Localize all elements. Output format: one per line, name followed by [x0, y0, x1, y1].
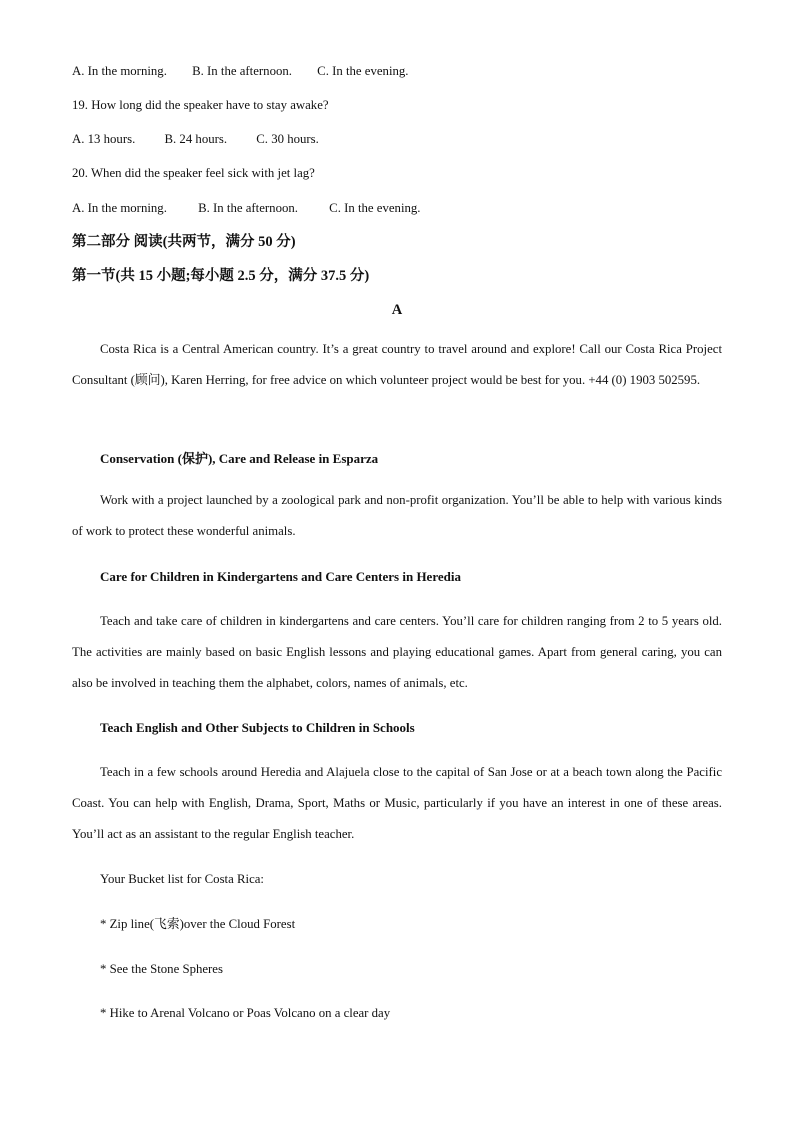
bucket-item-1: * Zip line(飞索)over the Cloud Forest [100, 917, 296, 931]
q18-option-a: A. In the morning. [72, 64, 167, 78]
q20-options [72, 200, 421, 216]
q19-question: 19. How long did the speaker have to stay awake? [72, 98, 329, 112]
project-3-title: Teach English and Other Subjects to Children in Schools [100, 720, 415, 735]
passage-intro: Costa Rica is a Central American country. It’s a great country to travel around and explore! Call our Costa Rica Project Consultant (顾问), Karen Herring, for free advice on which volunteer project would be best for you. +44 (0) 1903 502595. [72, 342, 722, 387]
project-1-body: Work with a project launched by a zoological park and non-profit organization. You’ll be able to help with various kinds of work to protect these wonderful animals. [72, 493, 722, 538]
q20-option-c: C. In the evening. [329, 201, 421, 215]
passage-label: A [391, 302, 403, 318]
q19-option-a: A. 13 hours. [72, 132, 136, 146]
q18-option-b: B. In the afternoon. [192, 64, 292, 78]
q20-option-b: B. In the afternoon. [198, 201, 298, 215]
q18-option-c: C. In the evening. [317, 64, 409, 78]
bucket-list-title: Your Bucket list for Costa Rica: [100, 872, 264, 886]
subsection-title: 第一节(共 15 小题;每小题 2.5 分，满分 37.5 分) [72, 268, 370, 284]
bucket-item-3: * Hike to Arenal Volcano or Poas Volcano on a clear day [100, 1006, 391, 1020]
q18-options [72, 63, 409, 79]
project-3-body: Teach in a few schools around Heredia and Alajuela close to the capital of San Jose or at a beach town along the Pacific Coast. You can help with English, Drama, Sport, Maths or Music, particularly if you have an interest in one of these areas. You’ll act as an assistant to the regular English teacher. [72, 765, 722, 841]
project-2-body: Teach and take care of children in kindergartens and care centers. You’ll care for children ranging from 2 to 5 years old. The activities are mainly based on basic English lessons and playing educational games. Apart from general caring, you can also be involved in teaching them the alphabet, colors, names of animals, etc. [72, 614, 722, 690]
project-2-title: Care for Children in Kindergartens and Care Centers in Heredia [100, 569, 461, 584]
q19-options [72, 131, 319, 147]
q20-option-a: A. In the morning. [72, 201, 167, 215]
q19-option-b: B. 24 hours. [164, 132, 228, 146]
project-1-title: Conservation (保护), Care and Release in Esparza [100, 451, 379, 466]
q19-option-c: C. 30 hours. [256, 132, 319, 146]
bucket-item-2: * See the Stone Spheres [100, 962, 223, 976]
part-title: 第二部分 阅读(共两节，满分 50 分) [72, 234, 296, 250]
q20-question: 20. When did the speaker feel sick with jet lag? [72, 166, 315, 180]
